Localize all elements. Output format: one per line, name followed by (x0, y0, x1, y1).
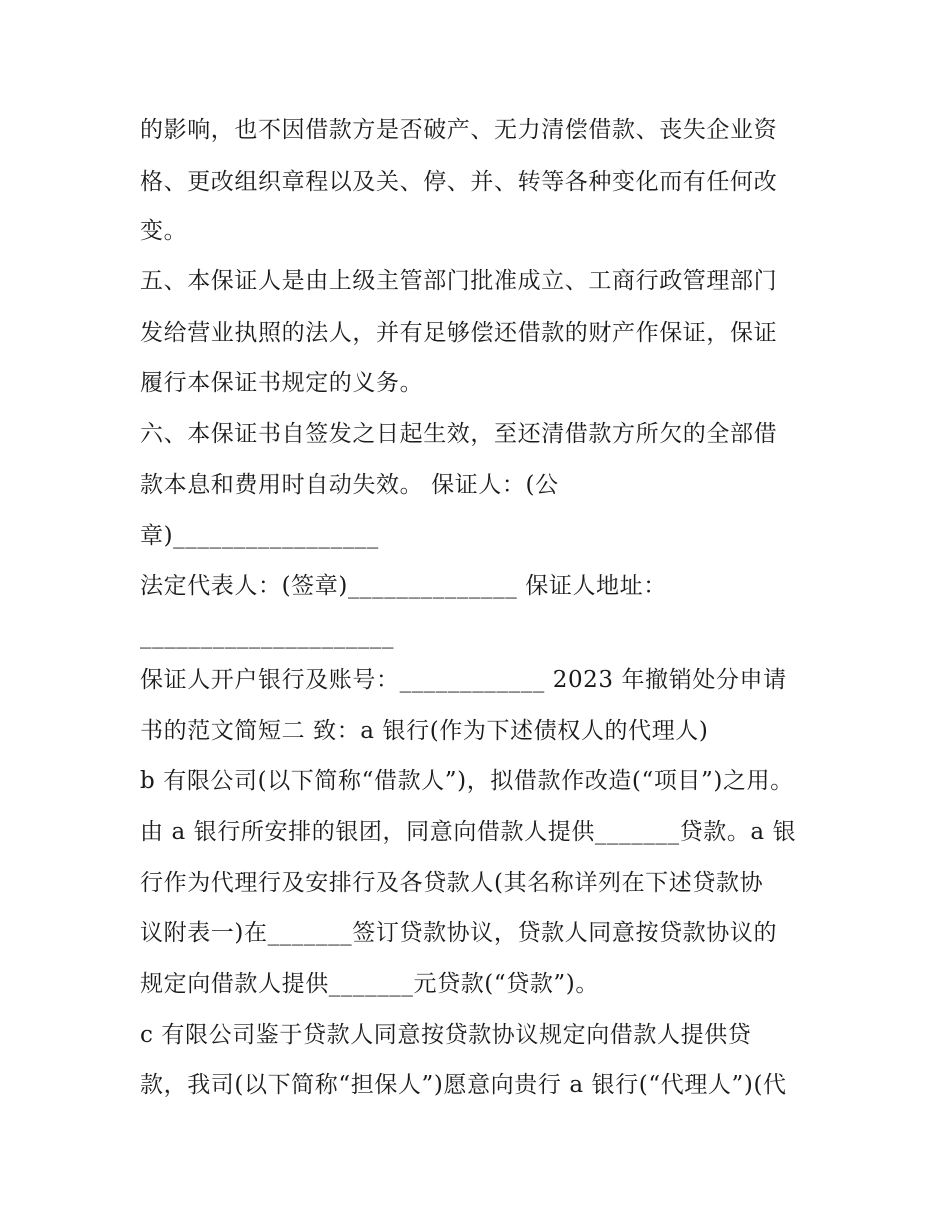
text-line: 发给营业执照的法人，并有足够偿还借款的财产作保证，保证 (140, 320, 778, 346)
text-line: c 有限公司鉴于贷款人同意按贷款协议规定向借款人提供贷 (140, 1022, 752, 1048)
text-line: 由 a 银行所安排的银团，同意向借款人提供_______贷款。a 银 (140, 819, 797, 845)
text-line: 规定向借款人提供_______元贷款(“贷款”)。 (140, 971, 599, 997)
text-line: 章)_________________ (140, 523, 379, 549)
text-line: 书的范文简短二 致：a 银行(作为下述债权人的代理人) (140, 718, 709, 744)
text-line: _____________________ (140, 623, 395, 649)
text-line: 五、本保证人是由上级主管部门批准成立、工商行政管理部门 (140, 268, 778, 294)
text-line: 款本息和费用时自动失效。 保证人：(公 (140, 472, 559, 498)
text-line: 格、更改组织章程以及关、停、并、转等各种变化而有任何改 (140, 169, 778, 195)
text-line: b 有限公司(以下简称“借款人”)，拟借款作改造(“项目”)之用。 (140, 768, 794, 794)
text-line: 六、本保证书自签发之日起生效，至还清借款方所欠的全部借 (140, 421, 778, 447)
text-line: 行作为代理行及安排行及各贷款人(其名称详列在下述贷款协 (140, 870, 764, 896)
text-line: 议附表一)在_______签订贷款协议，贷款人同意按贷款协议的 (140, 920, 778, 946)
text-line: 的影响，也不因借款方是否破产、无力清偿借款、丧失企业资 (140, 117, 778, 143)
text-line: 保证人开户银行及账号：____________ 2023 年撤销处分申请 (140, 667, 787, 693)
text-line: 款，我司(以下简称“担保人”)愿意向贵行 a 银行(“代理人”)(代 (140, 1072, 787, 1098)
text-line: 法定代表人：(签章)______________ 保证人地址： (140, 573, 667, 599)
text-line: 变。 (140, 218, 188, 244)
text-line: 履行本保证书规定的义务。 (140, 370, 424, 396)
